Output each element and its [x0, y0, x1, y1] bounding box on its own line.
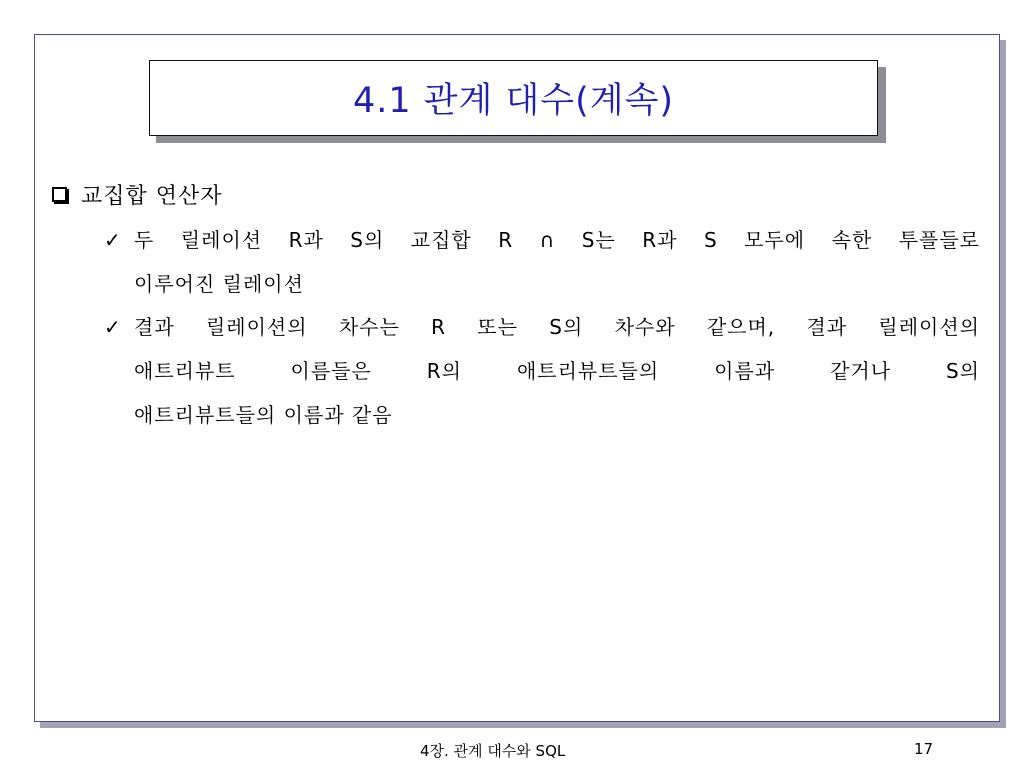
check-mark-icon: ✓: [104, 228, 121, 252]
footer-page-number: 17: [914, 740, 934, 758]
bullet-line: 이루어진 릴레이션: [134, 272, 304, 296]
check-mark-icon: ✓: [104, 315, 121, 339]
bullet-line: 애트리뷰트 이름들은 R의 애트리뷰트들의 이름과 같거나 S의: [134, 359, 980, 383]
bullet-line: 결과 릴레이션의 차수는 R 또는 S의 차수와 같으며, 결과 릴레이션의: [134, 315, 980, 339]
title-box: [149, 60, 878, 136]
bullet-line: 애트리뷰트들의 이름과 같음: [134, 403, 393, 427]
slide-title: 4.1 관계 대수(계속): [352, 81, 675, 121]
section-heading-text: 교집합 연산자: [81, 183, 223, 209]
section-heading: [52, 178, 223, 210]
bullet-line: 두 릴레이션 R과 S의 교집합 R ∩ S는 R과 S 모두에 속한 투플들로: [134, 228, 980, 252]
footer-chapter: 4장. 관계 대수와 SQL: [420, 742, 566, 760]
hollow-square-icon: [52, 187, 67, 202]
